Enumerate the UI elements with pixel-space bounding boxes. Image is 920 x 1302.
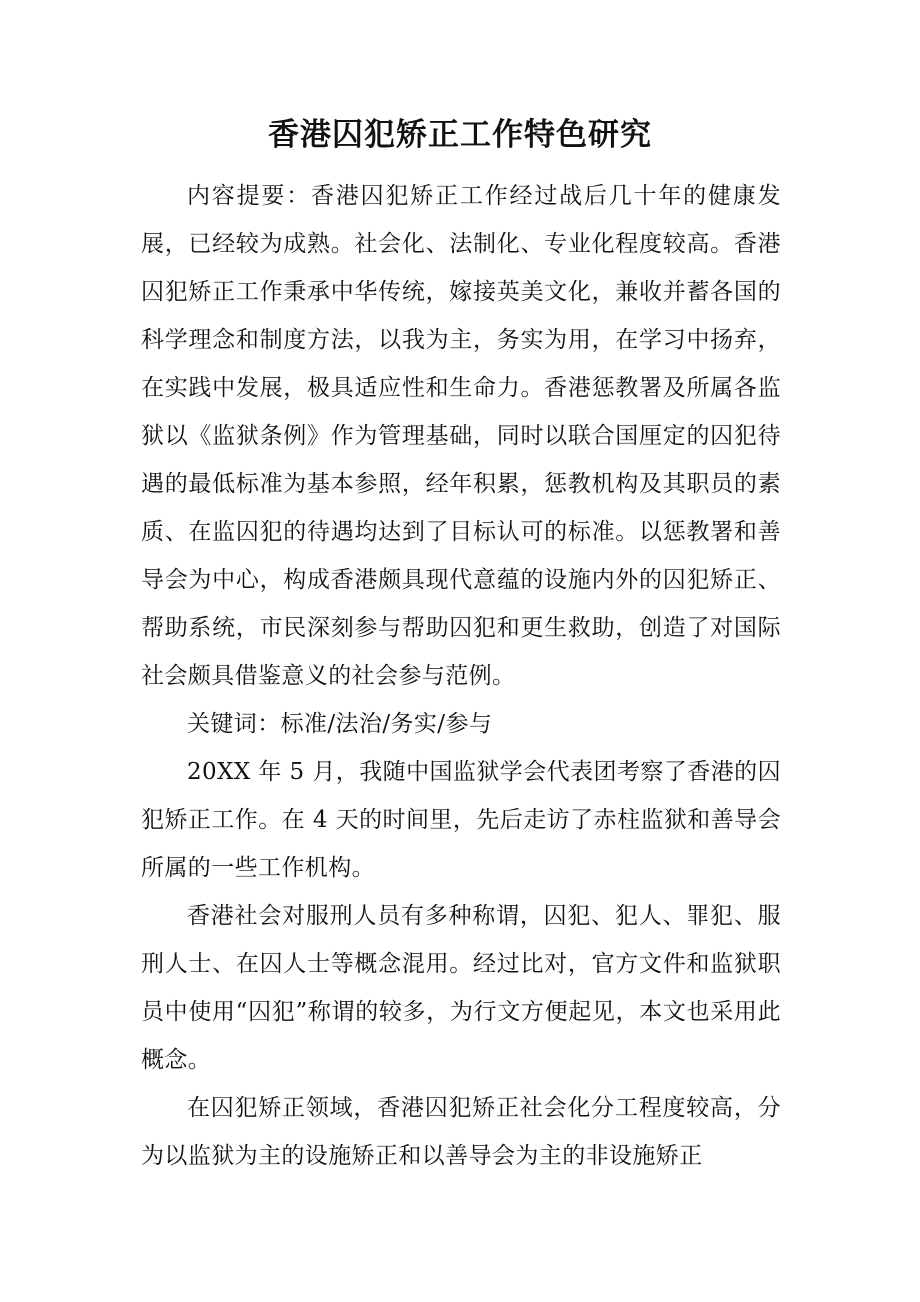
abstract-paragraph: 内容提要：香港囚犯矫正工作经过战后几十年的健康发展，已经较为成熟。社会化、法制化、专业化程度较高。香港囚犯矫正工作秉承中华传统，嫁接英美文化，兼收并蓄各国的科学理念和制度方法，以我为主，务实为用，在学习中扬弃，在实践中发展，极具适应性和生命力。香港惩教署及所属各监狱以《监狱条例》作为管理基础，同时以联合国厘定的囚犯待遇的最低标准为基本参照，经年积累，惩教机构及其职员的素质、在监囚犯的待遇均达到了目标认可的标准。以惩教署和善导会为中心，构成香港颇具现代意蕴的设施内外的囚犯矫正、帮助系统，市民深刻参与帮助囚犯和更生救助，创造了对国际社会颇具借鉴意义的社会参与范例。 bbox=[141, 183, 781, 689]
document-body bbox=[141, 172, 781, 1180]
keywords-paragraph: 关键词：标准/法治/务实/参与 bbox=[187, 711, 493, 737]
terminology-paragraph: 香港社会对服刑人员有多种称谓，囚犯、犯人、罪犯、服刑人士、在囚人士等概念混用。经过比对，官方文件和监狱职员中使用“囚犯”称谓的较多，为行文方便起见，本文也采用此概念。 bbox=[141, 903, 781, 1073]
document-title: 香港囚犯矫正工作特色研究 bbox=[268, 117, 652, 153]
intro-paragraph: 20XX 年 5 月，我随中国监狱学会代表团考察了香港的囚犯矫正工作。在 4 天的时间里，先后走访了赤柱监狱和善导会所属的一些工作机构。 bbox=[141, 759, 781, 881]
division-paragraph: 在囚犯矫正领域，香港囚犯矫正社会化分工程度较高，分为以监狱为主的设施矫正和以善导会为主的非设施矫正 bbox=[141, 1095, 781, 1169]
